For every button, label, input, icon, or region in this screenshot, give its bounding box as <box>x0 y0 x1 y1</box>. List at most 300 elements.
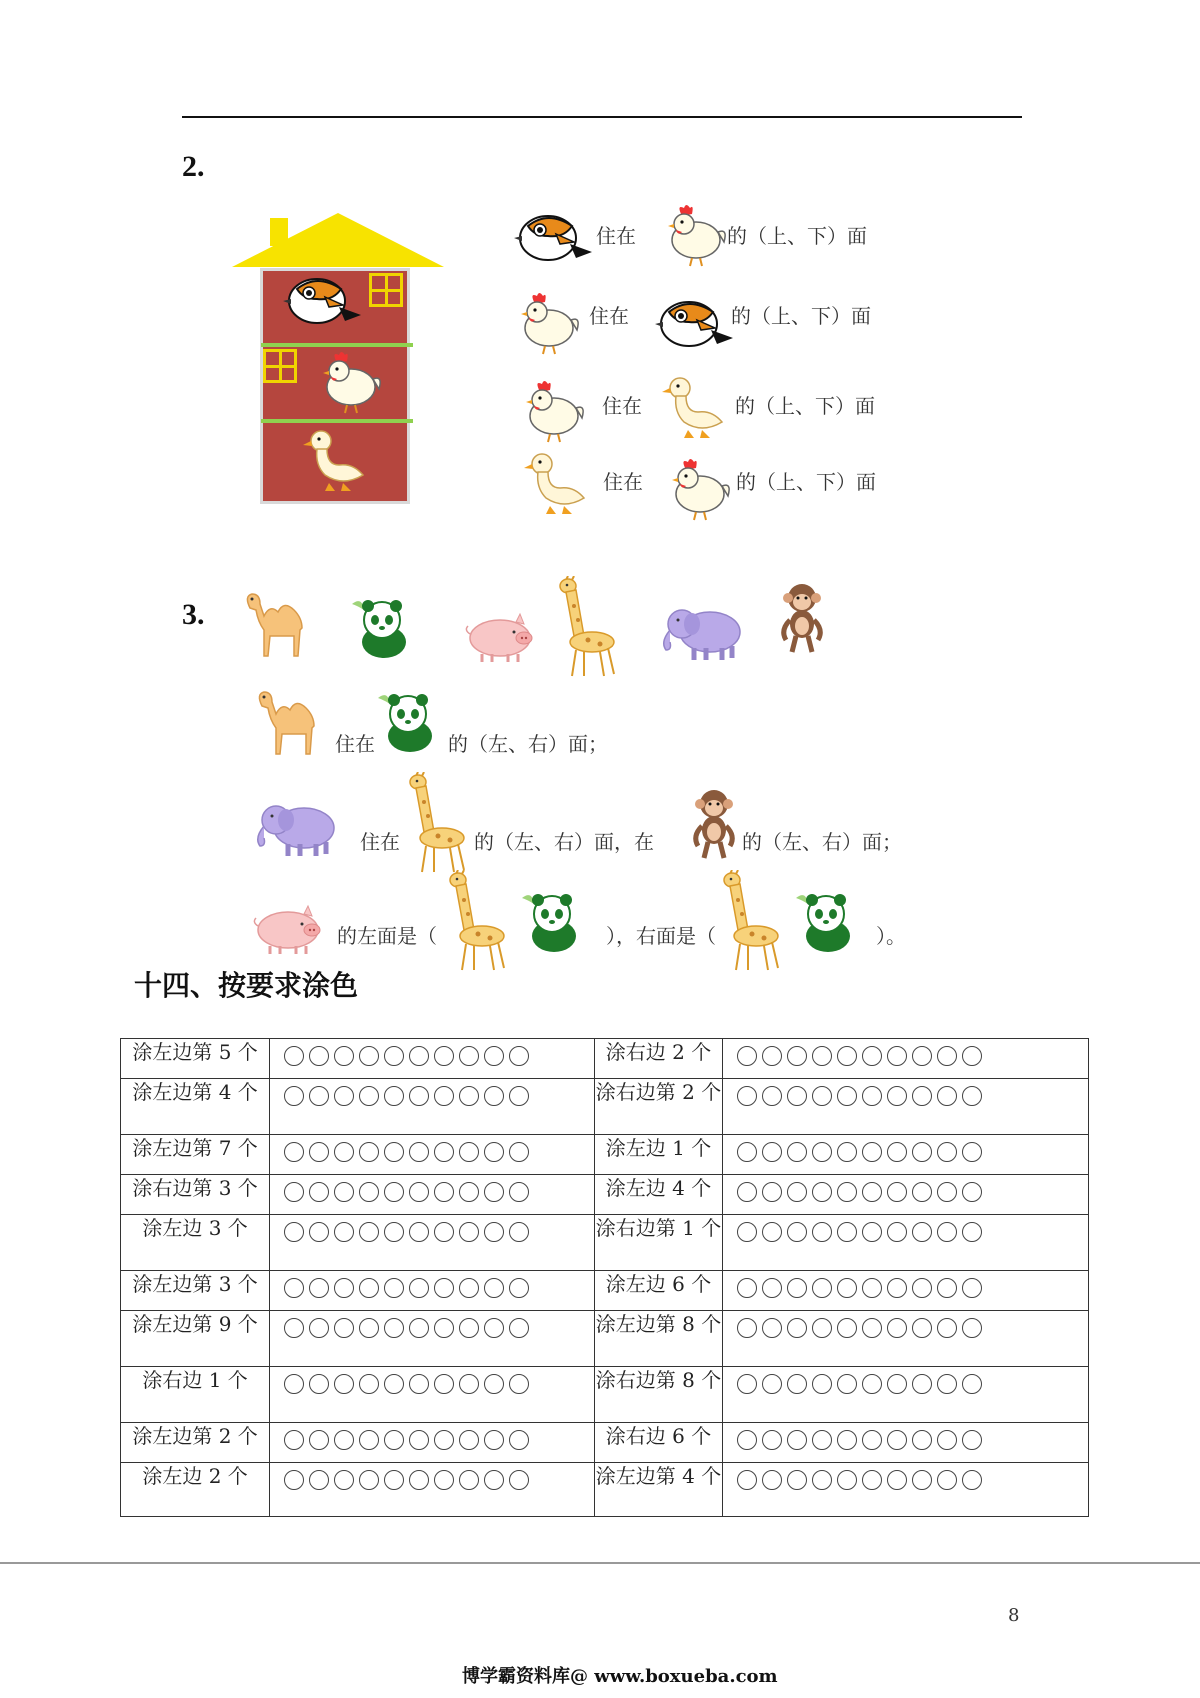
house-chimney <box>270 218 288 246</box>
paint-circle[interactable] <box>359 1430 379 1450</box>
instruction-right: 涂右边第 1 个 <box>595 1215 722 1271</box>
paint-circle[interactable] <box>762 1278 782 1298</box>
paint-circle[interactable] <box>309 1142 329 1162</box>
circle-row-left <box>270 1215 595 1271</box>
paint-circle[interactable] <box>409 1374 429 1394</box>
panda-icon <box>520 890 586 956</box>
paint-circle[interactable] <box>509 1222 529 1242</box>
paint-circle[interactable] <box>484 1278 504 1298</box>
paint-circle[interactable] <box>509 1374 529 1394</box>
panda-icon <box>376 690 442 756</box>
paint-circle[interactable] <box>937 1142 957 1162</box>
table-row <box>121 1367 1089 1423</box>
paint-circle[interactable] <box>912 1142 932 1162</box>
paint-circle[interactable] <box>459 1430 479 1450</box>
paint-circle[interactable] <box>284 1142 304 1162</box>
paint-circle[interactable] <box>762 1182 782 1202</box>
instruction-left: 涂左边 3 个 <box>121 1215 270 1271</box>
top-rule <box>182 116 1022 118</box>
circle-row-right <box>722 1367 1088 1423</box>
paint-circle[interactable] <box>309 1222 329 1242</box>
paint-circle[interactable] <box>962 1278 982 1298</box>
paint-circle[interactable] <box>837 1086 857 1106</box>
paint-circle[interactable] <box>509 1470 529 1490</box>
paint-circle[interactable] <box>912 1430 932 1450</box>
paint-circle[interactable] <box>862 1318 882 1338</box>
paint-circle[interactable] <box>359 1374 379 1394</box>
paint-circle[interactable] <box>962 1430 982 1450</box>
paint-circle[interactable] <box>762 1086 782 1106</box>
paint-circle[interactable] <box>837 1046 857 1066</box>
house-body <box>260 268 410 504</box>
table-row <box>121 1311 1089 1367</box>
paint-circle[interactable] <box>787 1142 807 1162</box>
q2-row4-live: 住在 <box>603 470 643 494</box>
paint-circle[interactable] <box>334 1142 354 1162</box>
paint-circle[interactable] <box>937 1086 957 1106</box>
circle-row-left <box>270 1271 595 1311</box>
paint-circle[interactable] <box>837 1222 857 1242</box>
house-floor-line <box>261 419 413 423</box>
instruction-left: 涂右边 1 个 <box>121 1367 270 1423</box>
paint-circle[interactable] <box>762 1222 782 1242</box>
paint-circle[interactable] <box>787 1086 807 1106</box>
paint-circle[interactable] <box>762 1142 782 1162</box>
giraffe-icon <box>716 870 786 974</box>
paint-circle[interactable] <box>384 1430 404 1450</box>
paint-circle[interactable] <box>509 1086 529 1106</box>
paint-circle[interactable] <box>284 1318 304 1338</box>
paint-circle[interactable] <box>409 1278 429 1298</box>
paint-circle[interactable] <box>812 1222 832 1242</box>
q2-row3-tail: 的（上、下）面 <box>735 394 875 418</box>
paint-circle[interactable] <box>737 1222 757 1242</box>
q2-row1-tail: 的（上、下）面 <box>727 224 867 248</box>
instruction-left: 涂左边 2 个 <box>121 1463 270 1517</box>
paint-circle[interactable] <box>812 1182 832 1202</box>
paint-circle[interactable] <box>787 1470 807 1490</box>
instruction-right: 涂右边第 8 个 <box>595 1367 722 1423</box>
paint-circle[interactable] <box>812 1046 832 1066</box>
paint-circle[interactable] <box>459 1046 479 1066</box>
paint-circle[interactable] <box>309 1046 329 1066</box>
paint-circle[interactable] <box>937 1470 957 1490</box>
paint-circle[interactable] <box>484 1430 504 1450</box>
paint-circle[interactable] <box>384 1470 404 1490</box>
paint-circle[interactable] <box>459 1470 479 1490</box>
circle-row-left <box>270 1423 595 1463</box>
paint-circle[interactable] <box>334 1430 354 1450</box>
giraffe-icon <box>402 772 472 876</box>
paint-circle[interactable] <box>484 1046 504 1066</box>
paint-circle[interactable] <box>409 1142 429 1162</box>
duck-icon <box>303 425 369 495</box>
hen-icon <box>666 456 732 524</box>
paint-circle[interactable] <box>762 1046 782 1066</box>
camel-icon <box>240 586 310 662</box>
paint-circle[interactable] <box>887 1086 907 1106</box>
circle-row-left <box>270 1135 595 1175</box>
table-row <box>121 1463 1089 1517</box>
paint-circle[interactable] <box>309 1086 329 1106</box>
paint-circle[interactable] <box>912 1470 932 1490</box>
paint-circle[interactable] <box>459 1086 479 1106</box>
house-floor-line <box>261 343 413 347</box>
bottom-rule <box>0 1562 1200 1564</box>
paint-circle[interactable] <box>887 1182 907 1202</box>
table-row <box>121 1423 1089 1463</box>
panda-icon <box>350 596 416 662</box>
instruction-right: 涂右边第 2 个 <box>595 1079 722 1135</box>
paint-circle[interactable] <box>962 1142 982 1162</box>
paint-circle[interactable] <box>409 1046 429 1066</box>
paint-circle[interactable] <box>409 1430 429 1450</box>
paint-circle[interactable] <box>862 1430 882 1450</box>
paint-circle[interactable] <box>309 1182 329 1202</box>
paint-circle[interactable] <box>484 1142 504 1162</box>
paint-circle[interactable] <box>284 1374 304 1394</box>
paint-circle[interactable] <box>912 1374 932 1394</box>
paint-circle[interactable] <box>284 1086 304 1106</box>
paint-circle[interactable] <box>962 1222 982 1242</box>
paint-circle[interactable] <box>887 1430 907 1450</box>
paint-circle[interactable] <box>812 1430 832 1450</box>
paint-circle[interactable] <box>509 1142 529 1162</box>
paint-circle[interactable] <box>459 1374 479 1394</box>
page-number: 8 <box>1008 1605 1020 1626</box>
paint-circle[interactable] <box>737 1182 757 1202</box>
paint-circle[interactable] <box>309 1374 329 1394</box>
animal-house <box>232 213 444 513</box>
paint-circle[interactable] <box>862 1278 882 1298</box>
q3-line3-a: 的左面是（ <box>337 924 437 948</box>
hen-icon <box>317 349 383 415</box>
q3-line3-b: ），右面是（ <box>606 924 716 948</box>
monkey-icon <box>686 786 746 862</box>
paint-circle[interactable] <box>434 1430 454 1450</box>
paint-circle[interactable] <box>309 1430 329 1450</box>
paint-circle[interactable] <box>459 1142 479 1162</box>
sparrow-icon <box>283 271 365 331</box>
paint-circle[interactable] <box>787 1046 807 1066</box>
paint-circle[interactable] <box>334 1182 354 1202</box>
paint-circle[interactable] <box>937 1222 957 1242</box>
paint-circle[interactable] <box>459 1278 479 1298</box>
paint-circle[interactable] <box>409 1182 429 1202</box>
paint-circle[interactable] <box>509 1318 529 1338</box>
circle-row-right <box>722 1463 1088 1517</box>
paint-circle[interactable] <box>862 1222 882 1242</box>
table-row <box>121 1175 1089 1215</box>
paint-circle[interactable] <box>434 1470 454 1490</box>
q3-line2-mid: 的（左、右）面，在 <box>474 830 654 854</box>
paint-circle[interactable] <box>962 1182 982 1202</box>
table-row <box>121 1039 1089 1079</box>
paint-circle[interactable] <box>937 1318 957 1338</box>
instruction-right: 涂右边 2 个 <box>595 1039 722 1079</box>
house-window <box>263 349 297 383</box>
q2-row4-tail: 的（上、下）面 <box>736 470 876 494</box>
circle-row-right <box>722 1175 1088 1215</box>
paint-circle[interactable] <box>737 1374 757 1394</box>
paint-circle[interactable] <box>409 1086 429 1106</box>
instruction-left: 涂左边第 2 个 <box>121 1423 270 1463</box>
paint-circle[interactable] <box>359 1318 379 1338</box>
paint-circle[interactable] <box>912 1086 932 1106</box>
instruction-right: 涂左边第 8 个 <box>595 1311 722 1367</box>
paint-circle[interactable] <box>787 1318 807 1338</box>
table-row <box>121 1271 1089 1311</box>
paint-circle[interactable] <box>812 1086 832 1106</box>
paint-circle[interactable] <box>334 1470 354 1490</box>
paint-circle[interactable] <box>359 1222 379 1242</box>
instruction-left: 涂右边第 3 个 <box>121 1175 270 1215</box>
paint-circle[interactable] <box>284 1182 304 1202</box>
paint-circle[interactable] <box>334 1222 354 1242</box>
paint-circle[interactable] <box>409 1222 429 1242</box>
circle-row-left <box>270 1039 595 1079</box>
paint-circle[interactable] <box>509 1430 529 1450</box>
paint-circle[interactable] <box>737 1430 757 1450</box>
paint-circle[interactable] <box>459 1222 479 1242</box>
paint-circle[interactable] <box>334 1318 354 1338</box>
paint-circle[interactable] <box>384 1374 404 1394</box>
paint-circle[interactable] <box>962 1318 982 1338</box>
paint-circle[interactable] <box>837 1374 857 1394</box>
paint-circle[interactable] <box>887 1222 907 1242</box>
paint-circle[interactable] <box>887 1470 907 1490</box>
paint-circle[interactable] <box>862 1046 882 1066</box>
paint-circle[interactable] <box>762 1318 782 1338</box>
q2-row2-live: 住在 <box>589 304 629 328</box>
pig-icon <box>250 900 330 958</box>
question-3-number: 3. <box>182 598 205 631</box>
paint-circle[interactable] <box>737 1278 757 1298</box>
table-row <box>121 1215 1089 1271</box>
paint-circle[interactable] <box>862 1374 882 1394</box>
paint-circle[interactable] <box>812 1142 832 1162</box>
q3-line2-tail: 的（左、右）面； <box>742 830 902 854</box>
paint-circle[interactable] <box>912 1278 932 1298</box>
instruction-right: 涂左边 6 个 <box>595 1271 722 1311</box>
paint-circle[interactable] <box>837 1278 857 1298</box>
paint-circle[interactable] <box>384 1182 404 1202</box>
paint-circle[interactable] <box>359 1182 379 1202</box>
paint-circle[interactable] <box>787 1222 807 1242</box>
paint-circle[interactable] <box>359 1086 379 1106</box>
paint-circle[interactable] <box>484 1182 504 1202</box>
paint-circle[interactable] <box>434 1182 454 1202</box>
paint-circle[interactable] <box>384 1318 404 1338</box>
paint-circle[interactable] <box>434 1046 454 1066</box>
paint-circle[interactable] <box>962 1374 982 1394</box>
paint-circle[interactable] <box>937 1278 957 1298</box>
paint-circle[interactable] <box>459 1182 479 1202</box>
paint-circle[interactable] <box>887 1142 907 1162</box>
paint-circle[interactable] <box>937 1374 957 1394</box>
paint-circle[interactable] <box>384 1222 404 1242</box>
paint-circle[interactable] <box>359 1278 379 1298</box>
paint-circle[interactable] <box>962 1086 982 1106</box>
paint-circle[interactable] <box>862 1470 882 1490</box>
paint-circle[interactable] <box>284 1278 304 1298</box>
paint-circle[interactable] <box>359 1046 379 1066</box>
paint-circle[interactable] <box>484 1470 504 1490</box>
paint-circle[interactable] <box>309 1318 329 1338</box>
paint-circle[interactable] <box>334 1086 354 1106</box>
paint-circle[interactable] <box>359 1470 379 1490</box>
circle-row-right <box>722 1311 1088 1367</box>
paint-circle[interactable] <box>837 1182 857 1202</box>
paint-circle[interactable] <box>434 1222 454 1242</box>
elephant-icon <box>656 600 746 664</box>
paint-circle[interactable] <box>484 1318 504 1338</box>
paint-circle[interactable] <box>787 1182 807 1202</box>
paint-circle[interactable] <box>862 1182 882 1202</box>
q2-row3-live: 住在 <box>602 394 642 418</box>
paint-circle[interactable] <box>284 1430 304 1450</box>
paint-circle[interactable] <box>887 1046 907 1066</box>
instruction-left: 涂左边第 3 个 <box>121 1271 270 1311</box>
q3-line1-live: 住在 <box>335 732 375 756</box>
house-roof <box>232 213 444 267</box>
circle-row-left <box>270 1367 595 1423</box>
paint-circle[interactable] <box>862 1086 882 1106</box>
paint-circle[interactable] <box>484 1374 504 1394</box>
pig-icon <box>462 608 542 666</box>
footer-watermark: 博学霸资料库@ www.boxueba.com <box>462 1666 778 1687</box>
paint-circle[interactable] <box>812 1470 832 1490</box>
monkey-icon <box>774 580 834 656</box>
paint-circle[interactable] <box>862 1142 882 1162</box>
paint-circle[interactable] <box>887 1318 907 1338</box>
paint-circle[interactable] <box>812 1318 832 1338</box>
duck-icon <box>524 448 590 524</box>
circle-row-left <box>270 1463 595 1517</box>
paint-circle[interactable] <box>384 1086 404 1106</box>
paint-circle[interactable] <box>887 1374 907 1394</box>
paint-circle[interactable] <box>837 1430 857 1450</box>
section-14-title: 十四、按要求涂色 <box>134 969 359 1002</box>
paint-circle[interactable] <box>737 1142 757 1162</box>
circle-row-right <box>722 1079 1088 1135</box>
paint-circle[interactable] <box>787 1278 807 1298</box>
paint-circle[interactable] <box>737 1470 757 1490</box>
paint-circle[interactable] <box>484 1222 504 1242</box>
paint-circle[interactable] <box>434 1318 454 1338</box>
paint-circle[interactable] <box>309 1278 329 1298</box>
paint-circle[interactable] <box>762 1470 782 1490</box>
paint-circle[interactable] <box>762 1374 782 1394</box>
paint-circle[interactable] <box>384 1142 404 1162</box>
paint-circle[interactable] <box>409 1318 429 1338</box>
paint-circle[interactable] <box>434 1142 454 1162</box>
instruction-right: 涂右边 6 个 <box>595 1423 722 1463</box>
q2-row1-live: 住在 <box>596 224 636 248</box>
paint-circle[interactable] <box>737 1318 757 1338</box>
paint-circle[interactable] <box>459 1318 479 1338</box>
paint-circle[interactable] <box>334 1278 354 1298</box>
instruction-right: 涂左边第 4 个 <box>595 1463 722 1517</box>
paint-circle[interactable] <box>284 1470 304 1490</box>
q3-line1-tail: 的（左、右）面； <box>448 732 608 756</box>
paint-circle[interactable] <box>812 1278 832 1298</box>
table-row <box>121 1135 1089 1175</box>
sparrow-icon <box>655 294 737 354</box>
paint-circle[interactable] <box>837 1318 857 1338</box>
duck-icon <box>662 372 728 448</box>
paint-circle[interactable] <box>962 1470 982 1490</box>
paint-circle[interactable] <box>937 1430 957 1450</box>
paint-circle[interactable] <box>334 1046 354 1066</box>
hen-icon <box>520 378 586 446</box>
paint-circle[interactable] <box>284 1046 304 1066</box>
q3-line3-c: ）。 <box>876 924 906 948</box>
circle-row-right <box>722 1135 1088 1175</box>
paint-circle[interactable] <box>912 1046 932 1066</box>
paint-circle[interactable] <box>359 1142 379 1162</box>
elephant-icon <box>250 796 340 860</box>
paint-circle[interactable] <box>737 1046 757 1066</box>
paint-circle[interactable] <box>887 1278 907 1298</box>
paint-circle[interactable] <box>837 1142 857 1162</box>
paint-circle[interactable] <box>762 1430 782 1450</box>
paint-circle[interactable] <box>434 1374 454 1394</box>
instruction-right: 涂左边 1 个 <box>595 1135 722 1175</box>
instruction-left: 涂左边第 9 个 <box>121 1311 270 1367</box>
paint-circle[interactable] <box>812 1374 832 1394</box>
paint-circle[interactable] <box>837 1470 857 1490</box>
paint-circle[interactable] <box>434 1086 454 1106</box>
paint-circle[interactable] <box>737 1086 757 1106</box>
panda-icon <box>794 890 860 956</box>
q3-line2-live: 住在 <box>360 830 400 854</box>
paint-circle[interactable] <box>787 1430 807 1450</box>
paint-circle[interactable] <box>309 1470 329 1490</box>
paint-circle[interactable] <box>509 1046 529 1066</box>
paint-circle[interactable] <box>409 1470 429 1490</box>
house-window <box>369 273 403 307</box>
table-row <box>121 1079 1089 1135</box>
paint-circle[interactable] <box>384 1046 404 1066</box>
paint-circle[interactable] <box>334 1374 354 1394</box>
paint-circle[interactable] <box>509 1182 529 1202</box>
paint-circle[interactable] <box>937 1182 957 1202</box>
question-2-number: 2. <box>182 150 205 183</box>
paint-circle[interactable] <box>434 1278 454 1298</box>
instruction-right: 涂左边 4 个 <box>595 1175 722 1215</box>
paint-circle[interactable] <box>484 1086 504 1106</box>
circle-row-right <box>722 1039 1088 1079</box>
circle-row-left <box>270 1079 595 1135</box>
coloring-table <box>120 1038 1089 1517</box>
paint-circle[interactable] <box>912 1222 932 1242</box>
instruction-left: 涂左边第 5 个 <box>121 1039 270 1079</box>
hen-icon <box>515 290 581 358</box>
paint-circle[interactable] <box>284 1222 304 1242</box>
instruction-left: 涂左边第 7 个 <box>121 1135 270 1175</box>
paint-circle[interactable] <box>937 1046 957 1066</box>
paint-circle[interactable] <box>509 1278 529 1298</box>
paint-circle[interactable] <box>787 1374 807 1394</box>
paint-circle[interactable] <box>912 1182 932 1202</box>
paint-circle[interactable] <box>912 1318 932 1338</box>
circle-row-left <box>270 1175 595 1215</box>
giraffe-icon <box>552 576 622 680</box>
paint-circle[interactable] <box>384 1278 404 1298</box>
circle-row-right <box>722 1215 1088 1271</box>
paint-circle[interactable] <box>962 1046 982 1066</box>
